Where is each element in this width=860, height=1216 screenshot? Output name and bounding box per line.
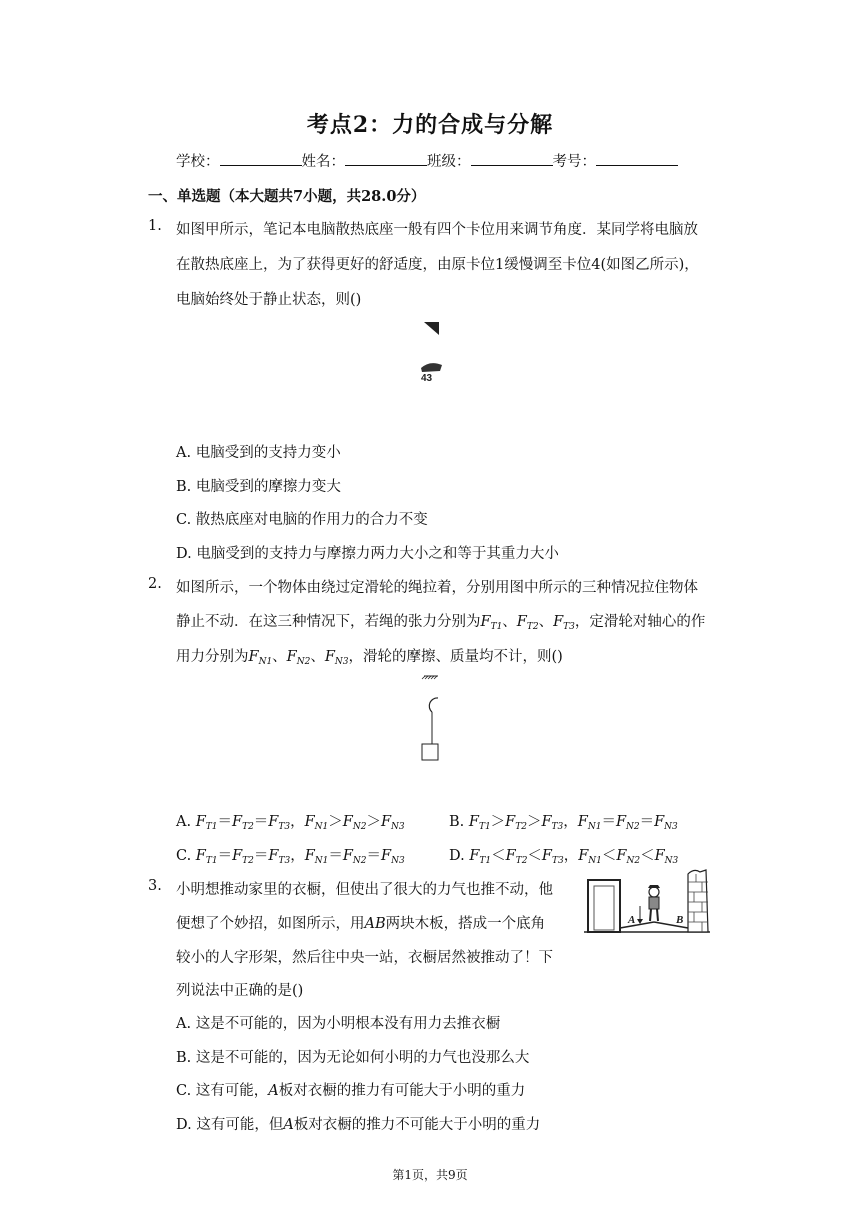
- class-label: 班级：: [427, 154, 471, 170]
- q3-force-arrowhead: [637, 919, 643, 924]
- q3-wall: [688, 870, 708, 932]
- name-blank: [345, 151, 427, 166]
- q2-option-a[interactable]: A. $F_{T1}=F_{T2}=F_{T3}$，$F_{N1}>F_{N2}>F_{N3}$: [176, 814, 405, 832]
- q3-option-b[interactable]: B. 这是不可能的，因为无论如何小明的力气也没那么大: [176, 1050, 530, 1066]
- q1-laptop-figure: [418, 318, 448, 388]
- school-blank: [220, 151, 302, 166]
- name-label: 姓名：: [301, 154, 345, 170]
- school-label: 学校：: [176, 154, 220, 170]
- q2-line3-start: 用力分别为: [176, 649, 249, 665]
- q3-option-c[interactable]: C. 这有可能，A板对衣橱的推力有可能大于小明的重力: [176, 1083, 526, 1099]
- q2-pulley-figure: [418, 672, 444, 764]
- q2-pulley-wheel: [429, 698, 438, 712]
- q3-text-line2: 便想了个妙招，如图所示，用AB两块木板，搭成一个底角: [176, 916, 546, 932]
- q2-option-b[interactable]: B. $F_{T1}>F_{T2}>F_{T3}$，$F_{N1}=F_{N2}=F_{N3}$: [449, 814, 678, 832]
- q1-option-c[interactable]: C. 散热底座对电脑的作用力的合力不变: [176, 512, 428, 528]
- q2-option-c[interactable]: C. $F_{T1}=F_{T2}=F_{T3}$，$F_{N1}=F_{N2}=F_{N3}$: [176, 848, 405, 866]
- q2-option-d[interactable]: D. $F_{T1}<F_{T2}<F_{T3}$，$F_{N1}<F_{N2}<F_{N3}$: [449, 848, 679, 866]
- class-blank: [471, 151, 553, 166]
- q1-figure-corner: [424, 322, 439, 335]
- q2-line2-start: 静止不动．在这三种情况下，若绳的张力分别为: [176, 614, 481, 630]
- q3-option-a[interactable]: A. 这是不可能的，因为小明根本没有用力去推衣橱: [176, 1016, 501, 1032]
- q2-line2-end: ，定滑轮对轴心的作: [574, 614, 706, 630]
- page-footer: 第1页，共9页: [392, 1168, 468, 1182]
- q3-person-body: [649, 897, 659, 909]
- q2-text-line3: 用力分别为$F_{N1}$、$F_{N2}$、$F_{N3}$，滑轮的摩擦、质量均不计，则(): [176, 649, 563, 667]
- q2-line3-end: ，滑轮的摩擦、质量均不计，则(): [348, 649, 563, 665]
- q3-person-leg-left: [650, 909, 651, 921]
- q2-text-line1: 如图所示，一个物体由绕过定滑轮的绳拉着，分别用图中所示的三种情况拉住物体: [176, 580, 698, 596]
- q3-wardrobe-figure: [584, 866, 714, 936]
- q3-label-b: B: [676, 914, 684, 926]
- section-heading: 一、单选题（本大题共7小题，共28.0分）: [148, 188, 426, 205]
- exam-no-label: 考号：: [552, 154, 596, 170]
- student-info-line: [176, 150, 678, 171]
- q2-text-line2: 静止不动．在这三种情况下，若绳的张力分别为$F_{T1}$、$F_{T2}$、$F_{T3}$，定滑轮对轴心的作: [176, 614, 706, 632]
- q1-option-d[interactable]: D. 电脑受到的支持力与摩擦力两力大小之和等于其重力大小: [176, 546, 559, 562]
- q3-label-a: A: [628, 914, 636, 926]
- q3-person-hat: [648, 885, 660, 888]
- q3-board-a: [620, 922, 654, 928]
- q1-figure-base: [421, 363, 442, 372]
- q1-text-line2: 在散热底座上，为了获得更好的舒适度，由原卡位1缓慢调至卡位4(如图乙所示)，: [176, 257, 699, 273]
- q3-number: 3.: [148, 878, 162, 894]
- q1-option-a[interactable]: A. 电脑受到的支持力变小: [176, 445, 341, 461]
- q2-block: [422, 744, 438, 760]
- q3-text-line4: 列说法中正确的是(): [176, 983, 304, 999]
- q1-figure-label: 43: [421, 373, 433, 384]
- q3-text-line1: 小明想推动家里的衣橱，但使出了很大的力气也推不动，他: [176, 882, 553, 898]
- page-title: 考点2：力的合成与分解: [306, 112, 554, 138]
- q3-option-d[interactable]: D. 这有可能，但A板对衣橱的推力不可能大于小明的重力: [176, 1117, 541, 1133]
- q3-person-leg-right: [657, 909, 658, 921]
- q1-text-line3: 电脑始终处于静止状态，则(): [176, 292, 362, 308]
- q3-wardrobe: [588, 880, 620, 932]
- q3-person-head: [649, 887, 659, 897]
- q1-option-b[interactable]: B. 电脑受到的摩擦力变大: [176, 479, 341, 495]
- exam-no-blank: [596, 151, 678, 166]
- q3-text-line3: 较小的人字形架，然后往中央一站，衣橱居然被推动了！下: [176, 950, 553, 966]
- q1-text-line1: 如图甲所示，笔记本电脑散热底座一般有四个卡位用来调节角度．某同学将电脑放: [176, 222, 698, 238]
- q2-number: 2.: [148, 576, 162, 592]
- q1-number: 1.: [148, 218, 162, 234]
